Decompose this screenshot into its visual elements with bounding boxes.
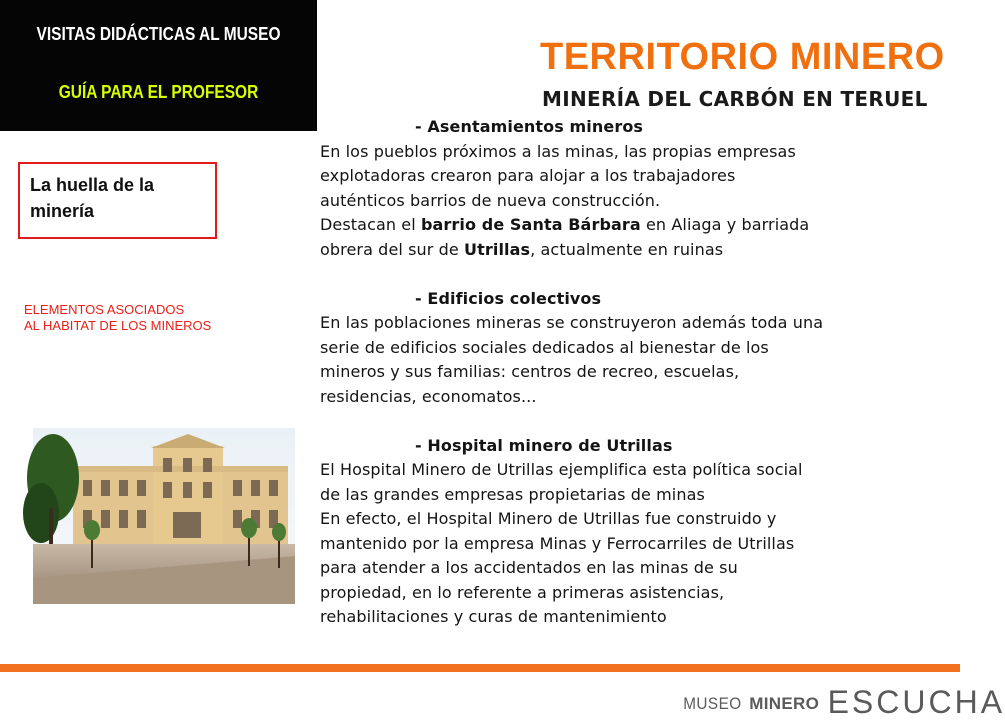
section-heading: - Edificios colectivos — [415, 288, 602, 308]
spacer — [320, 409, 920, 434]
section-heading: - Hospital minero de Utrillas — [415, 435, 673, 455]
highlight-barrio: barrio de Santa Bárbara — [420, 215, 641, 234]
topic-box: La huella de la minería — [18, 162, 217, 239]
header-badge — [0, 0, 317, 131]
text-line: auténticos barrios de nueva construcción. — [320, 190, 661, 210]
text-line: para atender a los accidentados en las minas de su — [320, 558, 738, 577]
text-line: mineros y sus familias: centros de recreo, escuelas, — [320, 362, 740, 381]
content-text — [320, 115, 920, 630]
section-heading: - Asentamientos mineros — [415, 117, 644, 136]
text-line — [320, 213, 920, 238]
text-line — [320, 238, 920, 263]
badge-subtitle: GUÍA PARA EL PROFESOR — [58, 82, 259, 102]
page-subtitle: MINERÍA DEL CARBÓN EN TERUEL — [542, 87, 928, 111]
hospital-photo-drawing — [33, 428, 295, 604]
text-line: residencias, economatos... — [320, 386, 537, 406]
side-note-line: AL HABITAT DE LOS MINEROS — [24, 318, 212, 333]
text-line: El Hospital Minero de Utrillas ejemplifica esta política social — [320, 460, 803, 479]
text-line: rehabilitaciones y curas de mantenimiento — [320, 607, 667, 626]
text-line: mantenido por la empresa Minas y Ferrocarriles de Utrillas — [320, 533, 795, 553]
hospital-photo — [33, 428, 295, 604]
text-fragment: , actualmente en ruinas — [530, 239, 724, 259]
logo-word-escucha: ESCUCHA — [827, 684, 1005, 720]
text-line: En las poblaciones mineras se construyeron además toda una — [320, 313, 824, 332]
badge-title: VISITAS DIDÁCTICAS AL MUSEO — [36, 24, 281, 44]
text-fragment: obrera del sur de — [320, 239, 465, 259]
text-line: serie de edificios sociales dedicados al bienestar de los — [320, 337, 769, 357]
side-note-line: ELEMENTOS ASOCIADOS — [24, 302, 185, 317]
page-title: TERRITORIO MINERO — [540, 36, 945, 78]
highlight-utrillas: Utrillas — [464, 239, 531, 259]
text-line: En los pueblos próximos a las minas, las propias empresas — [320, 141, 796, 161]
section-edificios — [320, 287, 920, 410]
text-line: propiedad, en lo referente a primeras asistencias, — [320, 582, 725, 602]
section-hospital — [320, 434, 920, 630]
spacer — [320, 262, 920, 287]
logo-word-museo: MUSEO — [683, 694, 742, 713]
text-line: explotadoras crearon para alojar a los trabajadores — [320, 166, 736, 185]
text-line: de las grandes empresas propietarias de minas — [320, 484, 705, 504]
text-fragment: Destacan el — [320, 215, 421, 234]
text-line: En efecto, el Hospital Minero de Utrillas fue construido y — [320, 509, 777, 528]
side-note — [24, 302, 211, 334]
section-asentamientos — [320, 115, 920, 262]
text-fragment: en Aliaga y barriada — [640, 215, 810, 234]
logo-word-minero: MINERO — [749, 694, 820, 713]
footer-divider — [0, 664, 960, 672]
museum-logo — [680, 680, 1005, 720]
